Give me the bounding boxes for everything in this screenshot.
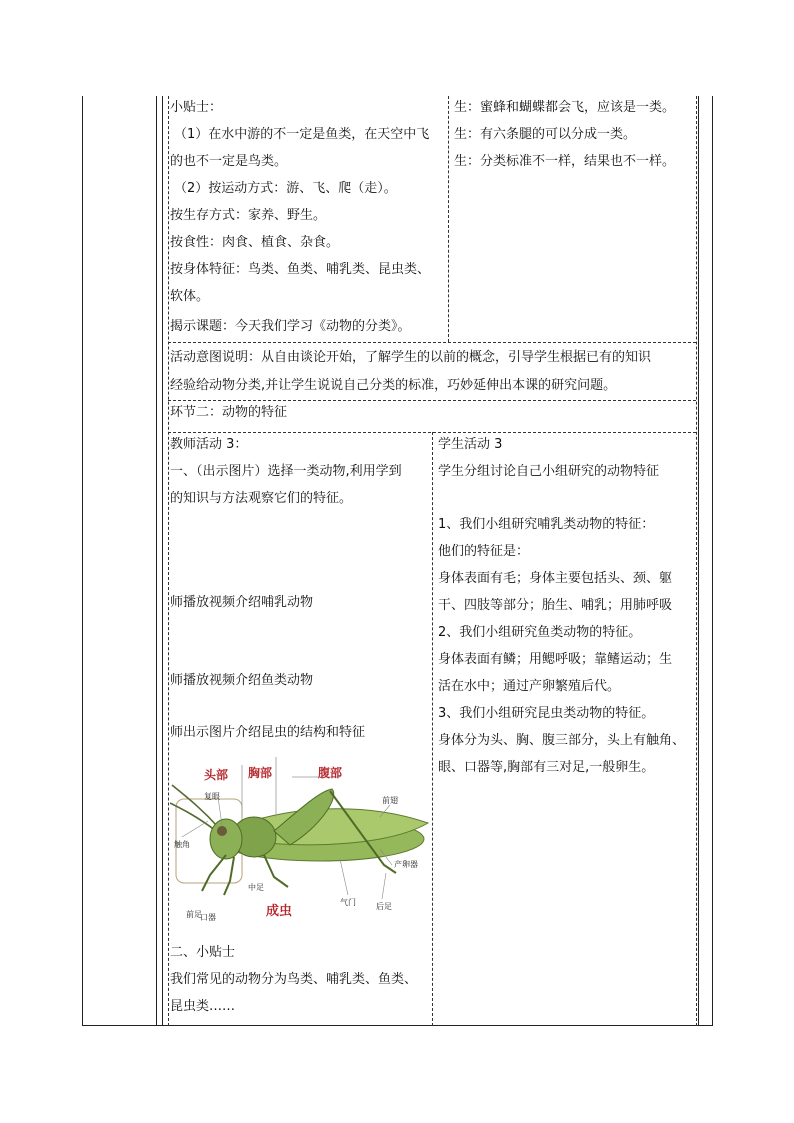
- student-line: 眼、口器等,胸部有三对足,一般卵生。: [438, 760, 655, 775]
- lesson-topic-line: 揭示课题：今天我们学习《动物的分类》。: [170, 319, 411, 334]
- label-mouthparts: 口器: [200, 913, 216, 922]
- tips2-line: 我们常见的动物分为鸟类、哺乳类、鱼类、: [170, 972, 418, 987]
- front-leg-shape: [202, 855, 226, 891]
- tips-line: 按食性：肉食、植食、杂食。: [170, 235, 340, 250]
- student-answer: 生：蜜蜂和蝴蝶都会飞，应该是一类。: [454, 100, 676, 115]
- table-right-border: [712, 96, 713, 1026]
- student-activity-heading: 学生活动 3: [438, 437, 503, 452]
- student-line: 他们的特征是：: [438, 544, 530, 559]
- teacher-insect-intro: 师出示图片介绍昆虫的结构和特征: [170, 725, 366, 740]
- activity-intent-line: 经验给动物分类,并让学生说说自己分类的标准，巧妙延伸出本课的研究问题。: [170, 378, 617, 393]
- label-hind-leg: 后足: [376, 902, 392, 911]
- teacher-activity-heading: 教师活动 3：: [170, 437, 248, 452]
- tips-line: 软体。: [170, 289, 210, 304]
- group-mammal-title: 1、我们小组研究哺乳类动物的特征：: [438, 517, 655, 532]
- student-line: 活在水中；通过产卵繁殖后代。: [438, 679, 621, 694]
- column-divider: [698, 96, 699, 1026]
- label-abdomen: 腹部: [318, 766, 343, 780]
- label-spiracle: 气门: [340, 898, 356, 907]
- tips-line: 按身体特征：鸟类、鱼类、哺乳类、昆虫类、: [170, 262, 431, 277]
- cell-divider: [448, 96, 449, 342]
- label-adult: 成虫: [266, 904, 293, 919]
- teacher-video-mammal: 师播放视频介绍哺乳动物: [170, 595, 314, 610]
- tips-line: 的也不一定是鸟类。: [170, 154, 288, 169]
- tips-line: （1）在水中游的不一定是鱼类，在天空中飞: [174, 127, 430, 142]
- label-forewing: 前翅: [382, 796, 398, 805]
- front-leg-shape: [224, 857, 234, 895]
- head-shape: [210, 819, 242, 859]
- pointer-line: [182, 821, 208, 837]
- teacher-line: 的知识与方法观察它们的特征。: [170, 491, 353, 506]
- label-front-leg: 前足: [186, 910, 202, 919]
- student-line: 身体分为头、胸、腹三部分，头上有触角、: [438, 733, 686, 748]
- tips-line: （2）按运动方式：游、飞、爬（走）。: [174, 181, 397, 196]
- label-compound-eye: 复眼: [204, 792, 220, 801]
- student-answer: 生：分类标准不一样，结果也不一样。: [454, 154, 676, 169]
- cell-divider: [432, 432, 433, 1026]
- teacher-video-fish: 师播放视频介绍鱼类动物: [170, 673, 314, 688]
- label-middle-leg: 中足: [248, 883, 264, 892]
- tips2-line: 昆虫类……: [170, 999, 236, 1014]
- column-divider: [156, 96, 157, 1026]
- student-line: 干、四肢等部分；胎生、哺乳；用肺呼吸: [438, 598, 673, 613]
- column-divider: [162, 96, 163, 1026]
- compound-eye-shape: [217, 826, 227, 836]
- student-line: 身体表面有鳞；用鳃呼吸；靠鳍运动；生: [438, 652, 673, 667]
- student-intro: 学生分组讨论自己小组研究的动物特征: [438, 464, 660, 479]
- student-line: 身体表面有毛；身体主要包括头、颈、躯: [438, 571, 673, 586]
- label-antenna: 触角: [174, 840, 190, 849]
- table-bottom-border: [82, 1025, 713, 1026]
- pointer-line: [340, 859, 348, 895]
- label-ovipositor: 产卵器: [394, 860, 418, 869]
- cell-divider: [696, 96, 697, 1026]
- row-divider: [168, 342, 696, 343]
- activity-intent-line: 活动意图说明：从自由谈论开始，了解学生的以前的概念，引导学生根据已有的知识: [170, 350, 652, 365]
- table-left-border: [82, 96, 83, 1026]
- grasshopper-diagram: [170, 757, 432, 925]
- cell-divider: [168, 96, 169, 1026]
- tips-heading: 小贴士：: [170, 100, 223, 115]
- label-thorax: 胸部: [248, 766, 273, 780]
- student-answer: 生：有六条腿的可以分成一类。: [454, 127, 637, 142]
- pointer-line: [382, 873, 386, 899]
- tips2-heading: 二、小贴士: [170, 945, 236, 960]
- label-head: 头部: [204, 768, 229, 782]
- group-insect-title: 3、我们小组研究昆虫类动物的特征。: [438, 706, 655, 721]
- group-fish-title: 2、我们小组研究鱼类动物的特征。: [438, 625, 642, 640]
- tips-line: 按生存方式：家养、野生。: [170, 208, 327, 223]
- section-title: 环节二：动物的特征: [170, 405, 288, 420]
- teacher-line: 一、（出示图片）选择一类动物,利用学到: [170, 464, 402, 479]
